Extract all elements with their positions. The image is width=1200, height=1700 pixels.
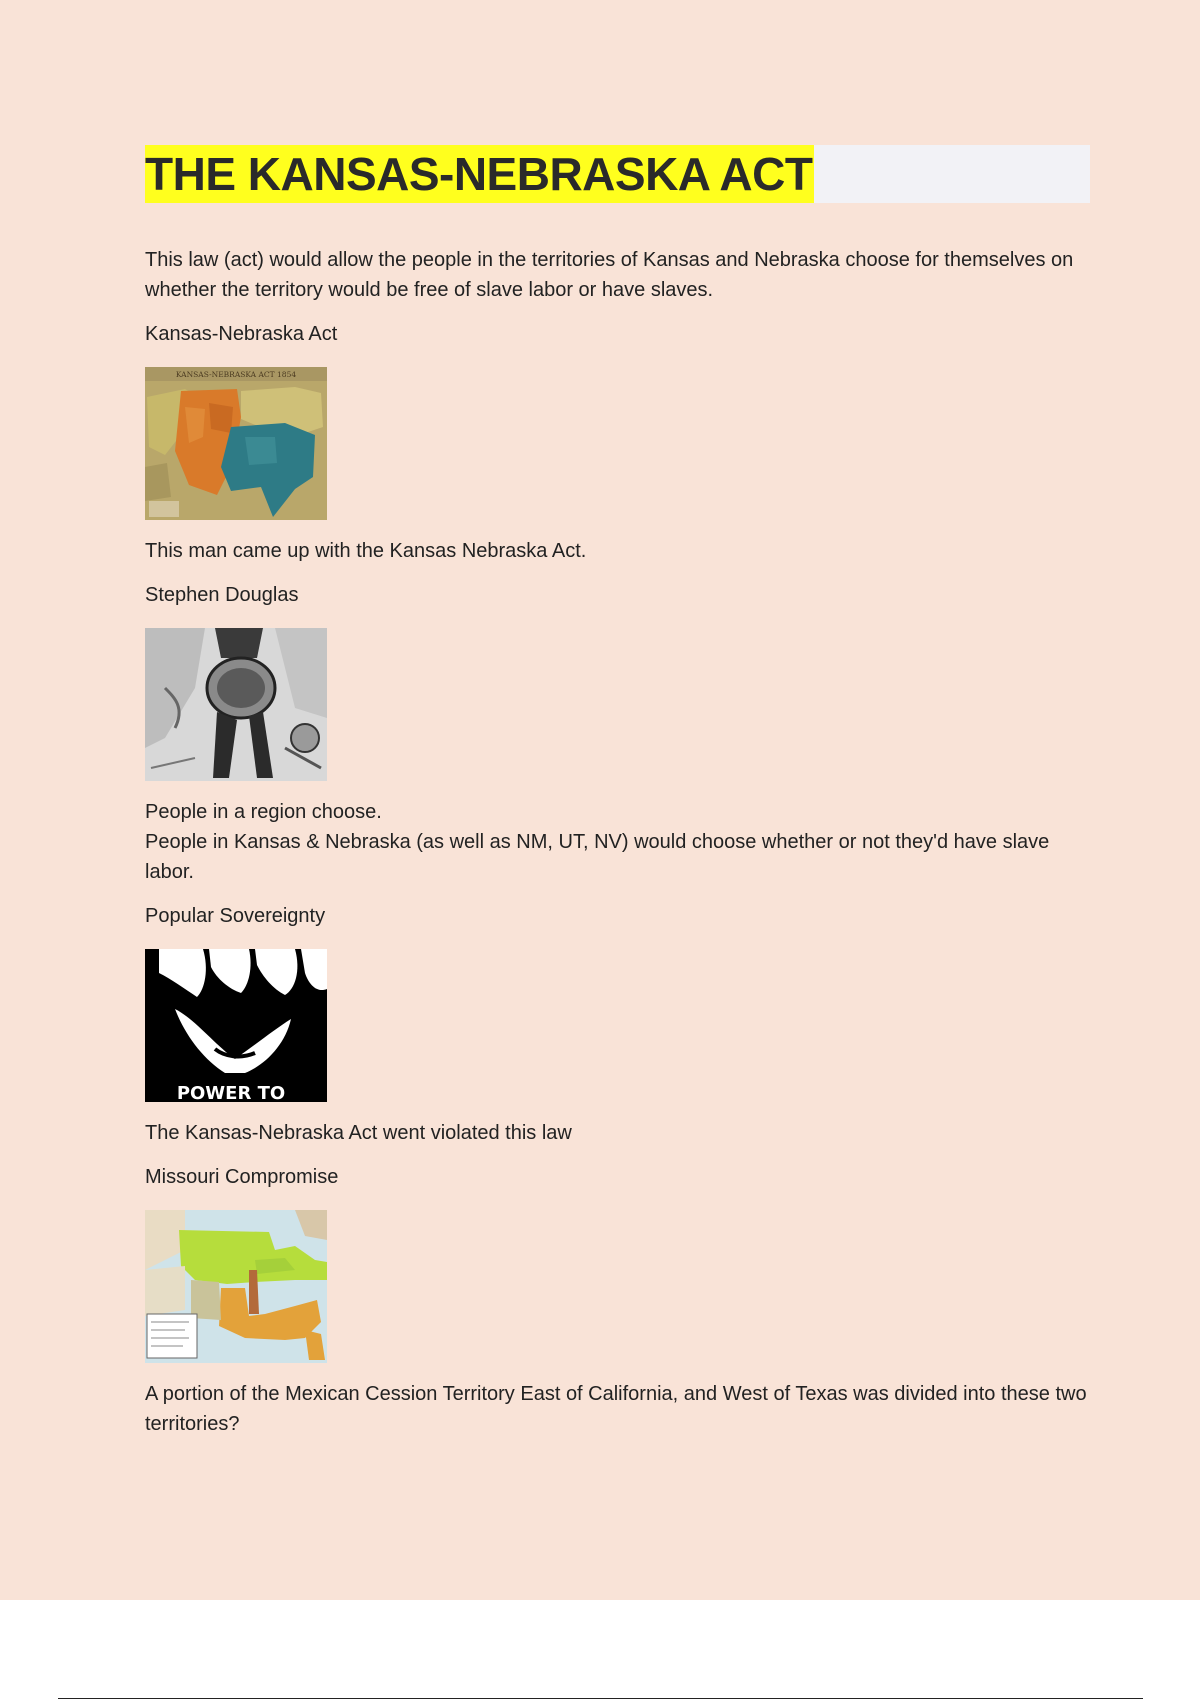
missouri-compromise-map-icon <box>145 1210 327 1363</box>
historical-map-image <box>145 367 327 520</box>
term-missouri-compromise: Missouri Compromise <box>145 1166 339 1188</box>
term-kansas-nebraska-act: Kansas-Nebraska Act <box>145 323 338 345</box>
question-region-choose-2: People in Kansas & Nebraska (as well as NM, UT, NV) would choose whether or not they'd have slave labor. <box>145 831 1050 883</box>
page-title: THE KANSAS-NEBRASKA ACT <box>145 145 814 203</box>
historical-map-icon <box>145 367 327 520</box>
footer-divider <box>58 1698 1143 1699</box>
title-bar <box>145 145 1090 203</box>
term-popular-sovereignty: Popular Sovereignty <box>145 905 326 927</box>
term-stephen-douglas: Stephen Douglas <box>145 584 299 606</box>
political-cartoon-icon <box>145 628 327 781</box>
question-region-choose-1: People in a region choose. <box>145 801 382 823</box>
map-caption: KANSAS-NEBRASKA ACT 1854 <box>175 370 297 379</box>
question-mexican-cession: A portion of the Mexican Cession Territory East of California, and West of Texas was divided into these two territories? <box>145 1383 1087 1435</box>
raised-fist-image <box>145 949 327 1102</box>
intro-paragraph: This law (act) would allow the people in the territories of Kansas and Nebraska choose for themselves on whether the territory would be free of slave labor or have slaves. <box>145 249 1074 301</box>
missouri-compromise-map-image <box>145 1210 327 1363</box>
political-cartoon-image <box>145 628 327 781</box>
raised-fist-icon <box>145 949 327 1102</box>
question-violated-law: The Kansas-Nebraska Act went violated this law <box>145 1122 572 1144</box>
poster-caption: POWER TO <box>176 1083 286 1102</box>
question-douglas: This man came up with the Kansas Nebraska Act. <box>145 540 587 562</box>
document-body <box>145 145 1090 1439</box>
